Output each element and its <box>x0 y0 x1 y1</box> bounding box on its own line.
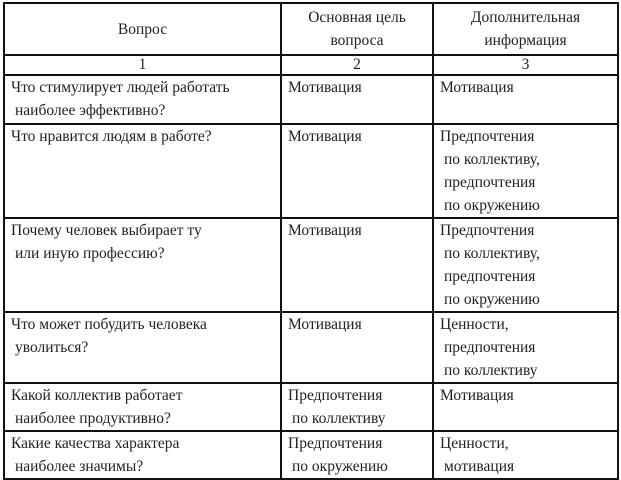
question-cell <box>4 124 281 218</box>
additional-line: Ценности, <box>440 316 509 333</box>
question-line: Что стимулирует людей работать <box>11 79 230 96</box>
question-line: уволиться? <box>15 339 89 356</box>
additional-cell <box>433 312 618 383</box>
header-question <box>4 3 281 55</box>
question-line: Почему человек выбирает ту <box>11 222 202 239</box>
question-line: наиболее продуктивно? <box>15 410 171 427</box>
main-goal-line: по коллективу <box>292 410 386 427</box>
main-goal-cell <box>281 75 433 124</box>
main-goal-line: Мотивация <box>288 128 362 145</box>
question-cell <box>4 383 281 431</box>
header-main-goal-line2: вопроса <box>330 32 384 49</box>
additional-line: Предпочтения <box>440 128 535 145</box>
additional-line: Мотивация <box>440 387 514 404</box>
header-question-text: Вопрос <box>117 20 168 38</box>
question-line: Что нравится людям в работе? <box>11 128 212 145</box>
main-goal-line: Мотивация <box>288 79 362 96</box>
additional-cell <box>433 124 618 218</box>
header-additional-info <box>433 3 618 55</box>
table-row <box>4 383 618 431</box>
additional-line: предпочтения <box>444 268 536 285</box>
main-goal-cell <box>281 383 433 431</box>
additional-cell <box>433 75 618 124</box>
question-line: наиболее эффективно? <box>15 102 166 119</box>
additional-line: предпочтения <box>444 339 536 356</box>
column-number-row <box>4 55 618 75</box>
main-goal-line: Предпочтения <box>288 435 383 452</box>
additional-line: Ценности, <box>440 435 509 452</box>
additional-line: по окружению <box>444 197 540 214</box>
main-goal-cell <box>281 124 433 218</box>
question-cell <box>4 75 281 124</box>
header-main-goal-line1: Основная цель <box>308 9 406 26</box>
column-number-1: 1 <box>4 55 281 75</box>
question-line: Какие качества характера <box>11 435 180 452</box>
question-table <box>3 2 619 480</box>
main-goal-line: по окружению <box>292 458 388 475</box>
header-row <box>4 3 618 55</box>
question-cell <box>4 218 281 312</box>
additional-line: по коллективу, <box>444 245 540 262</box>
question-line: или иную профессию? <box>15 245 165 262</box>
additional-line: по окружению <box>444 291 540 308</box>
table-row <box>4 124 618 218</box>
main-goal-cell <box>281 218 433 312</box>
table-row <box>4 75 618 124</box>
main-goal-line: Мотивация <box>288 222 362 239</box>
additional-line: по коллективу <box>444 362 538 379</box>
additional-line: по коллективу, <box>444 151 540 168</box>
main-goal-line: Предпочтения <box>288 387 383 404</box>
additional-cell <box>433 383 618 431</box>
column-number-3: 3 <box>433 55 618 75</box>
question-cell <box>4 312 281 383</box>
additional-cell <box>433 218 618 312</box>
header-additional-line1: Дополнительная <box>470 9 581 26</box>
table-row <box>4 218 618 312</box>
main-goal-line: Мотивация <box>288 316 362 333</box>
question-line: наиболее значимы? <box>15 458 144 475</box>
header-main-goal <box>281 3 433 55</box>
header-additional-line2: информация <box>484 32 567 49</box>
additional-line: Мотивация <box>440 79 514 96</box>
column-number-2: 2 <box>281 55 433 75</box>
additional-line: мотивация <box>444 458 515 475</box>
question-line: Какой коллектив работает <box>11 387 183 404</box>
question-line: Что может побудить человека <box>11 316 207 333</box>
additional-line: предпочтения <box>444 174 536 191</box>
table-row <box>4 312 618 383</box>
main-goal-cell <box>281 312 433 383</box>
additional-line: Предпочтения <box>440 222 535 239</box>
